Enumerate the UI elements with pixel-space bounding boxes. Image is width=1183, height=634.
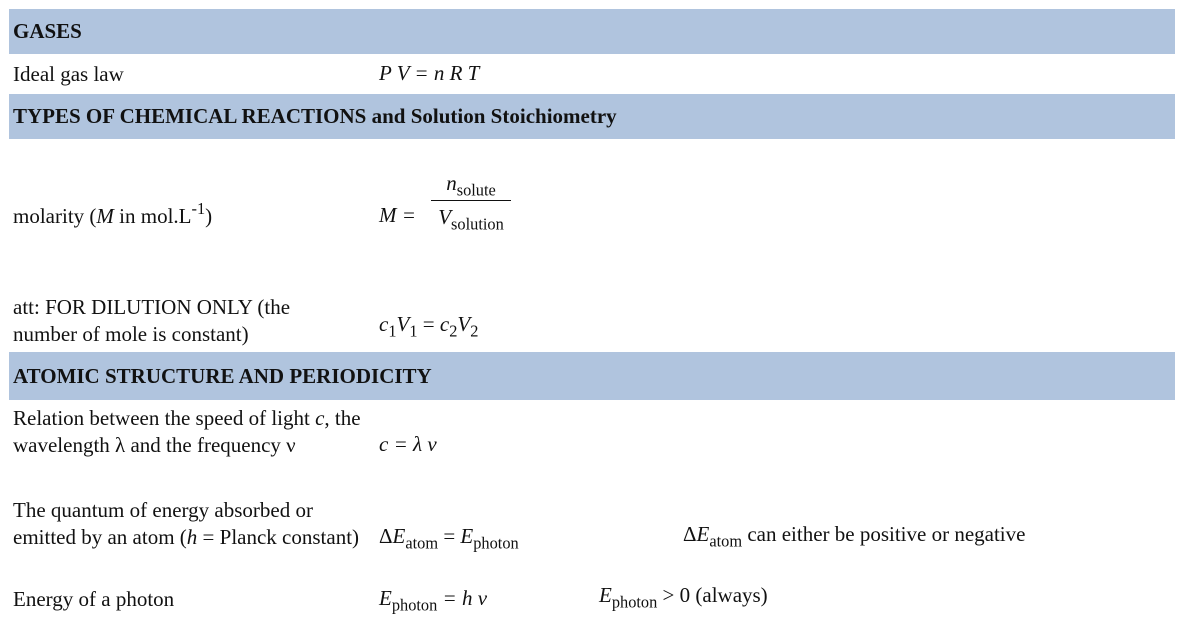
ideal-gas-law-equation: P V = n R T [379,61,480,85]
section-header-gases: GASES [9,9,1175,54]
photon-energy-label: Energy of a photon [13,587,175,611]
quantum-energy-note: $\Delta E_{atom}$ can either be positive or negative [683,522,1026,551]
photon-energy-equation: $E_{photon} = h$ ν [379,586,488,615]
photon-energy-note: $E_{photon} > 0$ (always) [599,583,768,612]
speed-of-light-equation: c = λ ν [379,432,437,456]
molarity-denominator: $V_{solution}$ [438,205,504,234]
quantum-energy-label: The quantum of energy absorbed or emitted by an atom (h = Planck constant) [13,498,360,549]
formula-sheet [9,9,1175,626]
section-header-reactions-rest: and Solution Stoichiometry [366,104,617,128]
row-speed-of-light [9,400,1175,492]
row-ideal-gas-law [9,54,1175,94]
row-photon-energy [9,583,1175,626]
molarity-fraction [431,171,511,234]
ideal-gas-law-label: Ideal gas law [13,62,124,86]
dilution-label: att: FOR DILUTION ONLY (the number of mole is constant) [13,295,291,346]
fraction-bar [431,200,511,201]
row-dilution [9,294,1175,352]
section-header-atomic: ATOMIC STRUCTURE AND PERIODICITY [9,352,1175,400]
section-header-reactions-bold: TYPES OF CHEMICAL REACTIONS [13,104,367,128]
molarity-lhs: M = [379,203,416,227]
section-header-reactions [9,94,1175,139]
row-molarity [9,139,1175,294]
molarity-label: molarity (M in $mol.L^{-1}$) [13,199,213,228]
dilution-equation: $c_1V_1 = c_2V_2$ [379,312,479,341]
quantum-energy-equation: $\Delta E_{atom} = E_{photon}$ [379,524,519,553]
speed-of-light-label: Relation between the speed of light c, the wavelength λ and the frequency ν [13,406,361,457]
row-quantum-energy [9,492,1175,586]
molarity-numerator: $n_{solute}$ [446,171,496,200]
